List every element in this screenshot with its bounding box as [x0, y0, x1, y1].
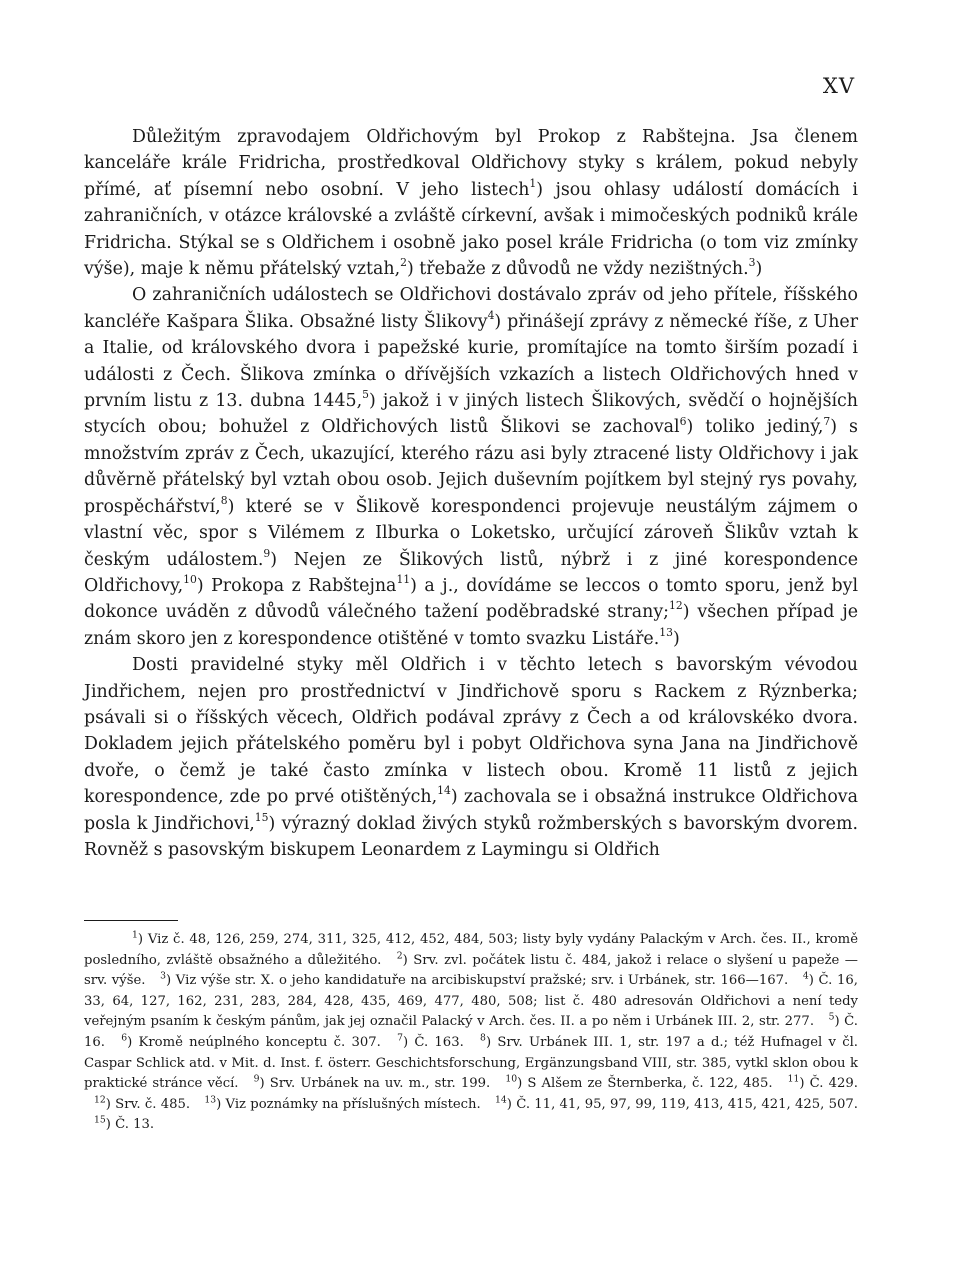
text-run: ) přinášejí zprávy z německé říše, z Uher a Italie, od královského dvora i papežské kurie, promítajíce na tomto širším pozadí i události z Čech. Šlikova zmínka o dřívějších vzkazích a listech Oldřichových hned v prvním listu z 13. dubna 1445, [84, 311, 859, 412]
text-run: ) Prokopa z Rabštejna [196, 575, 397, 596]
footnote-reference: 4 [487, 308, 495, 322]
footnote-mark: 14 [495, 1094, 507, 1106]
footnote-text: ) Kromě neúplného konceptu č. 307. [127, 1034, 381, 1050]
footnote-mark: 3 [160, 970, 167, 982]
footnote-reference: 9 [263, 546, 271, 560]
footnotes [84, 930, 858, 1136]
footnote-text: ) Č. 16. [84, 1014, 858, 1050]
footnote-text: ) Č. 11, 41, 95, 97, 99, 119, 413, 415, 421, 425, 507. [506, 1096, 858, 1112]
footnote-mark: 1 [132, 929, 138, 941]
footnote [253, 1073, 491, 1092]
footnote-mark: 8 [480, 1032, 486, 1044]
footnote [94, 1094, 191, 1112]
text-run: ) které se v Šlikově korespondenci projevuje neustálým zájmem o vlastní věc, spor s Vilémem z Ilburka o Loketsko, určující zároveň Šlikův vztah k českým událostem. [84, 496, 858, 570]
footnote [495, 1094, 858, 1112]
page-number: XV [822, 74, 855, 98]
footnote-mark: 11 [787, 1073, 800, 1085]
footnote-mark: 12 [94, 1094, 106, 1106]
text-run: ) zachovala se i obsažná instrukce Oldřichova posla k Jindřichovi, [84, 787, 858, 834]
footnote-reference: 15 [254, 810, 269, 824]
footnote-reference: 2 [400, 256, 407, 270]
footnote-mark: 4 [802, 970, 809, 982]
footnote [397, 1032, 464, 1050]
footnote-reference: 3 [748, 256, 756, 270]
footnote-mark: 10 [505, 1073, 518, 1085]
text-run: ) třebaže z důvodů ne vždy nezištných. [406, 259, 749, 280]
footnote-mark: 13 [204, 1094, 217, 1106]
text-run: ) jakož i v jiných listech Šlikových, svědčí o hojnějších stycích obou; bohužel z Oldřichových listů Šlikovi se zachoval [84, 391, 858, 438]
text-run: ) a j., dovídáme se leccos o tomto sporu, jenž byl dokonce uváděn z důvodů válečného tažení poděbradské strany; [84, 575, 859, 623]
footnote-mark: 2 [396, 950, 403, 962]
text-run: ) Nejen ze Šlikových listů, nýbrž i z jiné korespondence Oldřichovy, [84, 549, 858, 596]
footnote-reference: 11 [396, 573, 411, 587]
text-run: ) s množstvím zpráv z Čech, ukazující, kterého rázu asi byly ztracené listy Oldřichovy i jak důvěrně přátelský byl vztah obou osob. Jejich duševním pojítkem byl stejný rys povahy, prospěchářství, [84, 417, 858, 517]
footnote [787, 1073, 858, 1092]
body-paragraph [84, 652, 858, 863]
footnote-reference: 13 [659, 625, 673, 639]
footnote-reference: 8 [220, 493, 228, 507]
footnote-mark: 7 [397, 1032, 403, 1044]
text-run: ) jsou ohlasy událostí domácích i zahraničních, v otázce královské a zvláště církevní, avšak i mimočeských podniků krále Fridricha. Stýkal se s Oldřichem i osobně jako posel krále Fridricha (o tom viz zmínky výše), maje k němu přátelský vztah, [84, 179, 858, 280]
text-run: O zahraničních událostech se Oldřichovi dostávalo zpráv od jeho přítele, říšského kancléře Kašpara Šlika. Obsažné listy Šlikovy [84, 285, 858, 332]
footnote-text: ) Č. 16, 33, 64, 127, 162, 231, 283, 284, 428, 435, 469, 477, 480, 508; list č. 480 adresován Oldřichovi a není tedy veřejným psaním k českým pánům, jak jej označil Palacký v Arch. čes. II. a po něm i Urbánek III. 2, str. 277. [84, 973, 858, 1030]
text-run: ) [672, 628, 680, 649]
footnote-text: ) Viz č. 48, 126, 259, 274, 311, 325, 412, 452, 484, 503; listy byly vydány Palackým v Arch. čes. II., kromě posledního, zvláště obsažného a důležitého. [84, 932, 858, 968]
footnote-text: ) S Alšem ze Šternberka, č. 122, 485. [517, 1076, 773, 1092]
text-run: Důležitým zpravodajem Oldřichovým byl Prokop z Rabštejna. Jsa členem kanceláře krále Fridricha, prostředkoval Oldřichovy styky s králem, pokud nebyly přímé, ať písemní nebo osobní. V jeho listech [84, 127, 858, 200]
footnote-text: ) Viz poznámky na příslušných místech. [216, 1096, 481, 1112]
footnote [94, 1114, 155, 1133]
footnote-reference: 6 [679, 414, 687, 428]
footnote-text: ) Srv. Urbánek III. 1, str. 197 a d.; též Hufnagel v čl. Caspar Schlick atd. v Mit. d. Inst. f. österr. Geschichtsforschung, Ergänzungsband VIII, str. 385, vytkl sklon obou k praktické stránce věcí. [84, 1034, 858, 1092]
footnote [505, 1073, 773, 1092]
footnote-reference: 7 [823, 414, 831, 428]
footnote-text: ) Srv. č. 485. [105, 1096, 191, 1112]
footnote-text: ) Č. 429. [799, 1076, 858, 1092]
footnote-mark: 9 [253, 1073, 260, 1085]
text-run: ) všechen případ je znám skoro jen z korespondence otištěné v tomto svazku Listáře. [84, 602, 859, 649]
footnote-mark: 6 [121, 1032, 128, 1044]
text-run: Dosti pravidelné styky měl Oldřich i v těchto letech s bavorským vévodou Jindřichem, nejen pro prostřednictví v Jindřichově sporu s Rackem z Rýznberka; psávali si o říšských věcech, Oldřich podával zprávy z Čech a od královskéko dvora. Dokladem jejich přátelského poměru byl i pobyt Oldřichova syna Jana na Jindřichově dvoře, o čemž je také často zmínka v listech obou. Kromě 11 listů z jejich korespondence, zde po prvé otištěných, [84, 655, 858, 808]
footnote [160, 970, 789, 989]
text-run: ) toliko jediný, [686, 417, 824, 438]
footnote-separator [84, 920, 178, 921]
footnote-mark: 5 [828, 1011, 835, 1023]
text-run: ) [755, 259, 763, 280]
footnote-reference: 10 [183, 573, 197, 587]
footnote-reference: 12 [669, 599, 683, 613]
footnote-reference: 1 [529, 176, 537, 190]
footnote [204, 1094, 481, 1112]
body-text [84, 124, 858, 863]
text-run: ) výrazný doklad živých styků rožmberských s bavorským dvorem. Rovněž s pasovským biskupem Leonardem z Laymingu si Oldřich [84, 813, 858, 860]
body-paragraph [84, 124, 858, 282]
footnote-paragraph [84, 930, 858, 1136]
footnote-reference: 14 [437, 784, 451, 798]
footnote-reference: 5 [362, 388, 369, 402]
footnote-text: ) Viz výše str. X. o jeho kandidatuře na arcibiskupství pražské; srv. i Urbánek, str. 166—167. [166, 973, 789, 989]
footnote-mark: 15 [94, 1114, 106, 1126]
footnote-text: ) Srv. zvl. počátek listu č. 484, jakož i relace o slyšení u papeže — srv. výše. [84, 952, 858, 989]
footnote-text: ) Č. 13. [105, 1117, 155, 1133]
footnote [121, 1032, 381, 1050]
body-paragraph [84, 282, 858, 652]
footnote-text: ) Srv. Urbánek na uv. m., str. 199. [259, 1076, 491, 1092]
footnote-text: ) Č. 163. [402, 1034, 464, 1050]
